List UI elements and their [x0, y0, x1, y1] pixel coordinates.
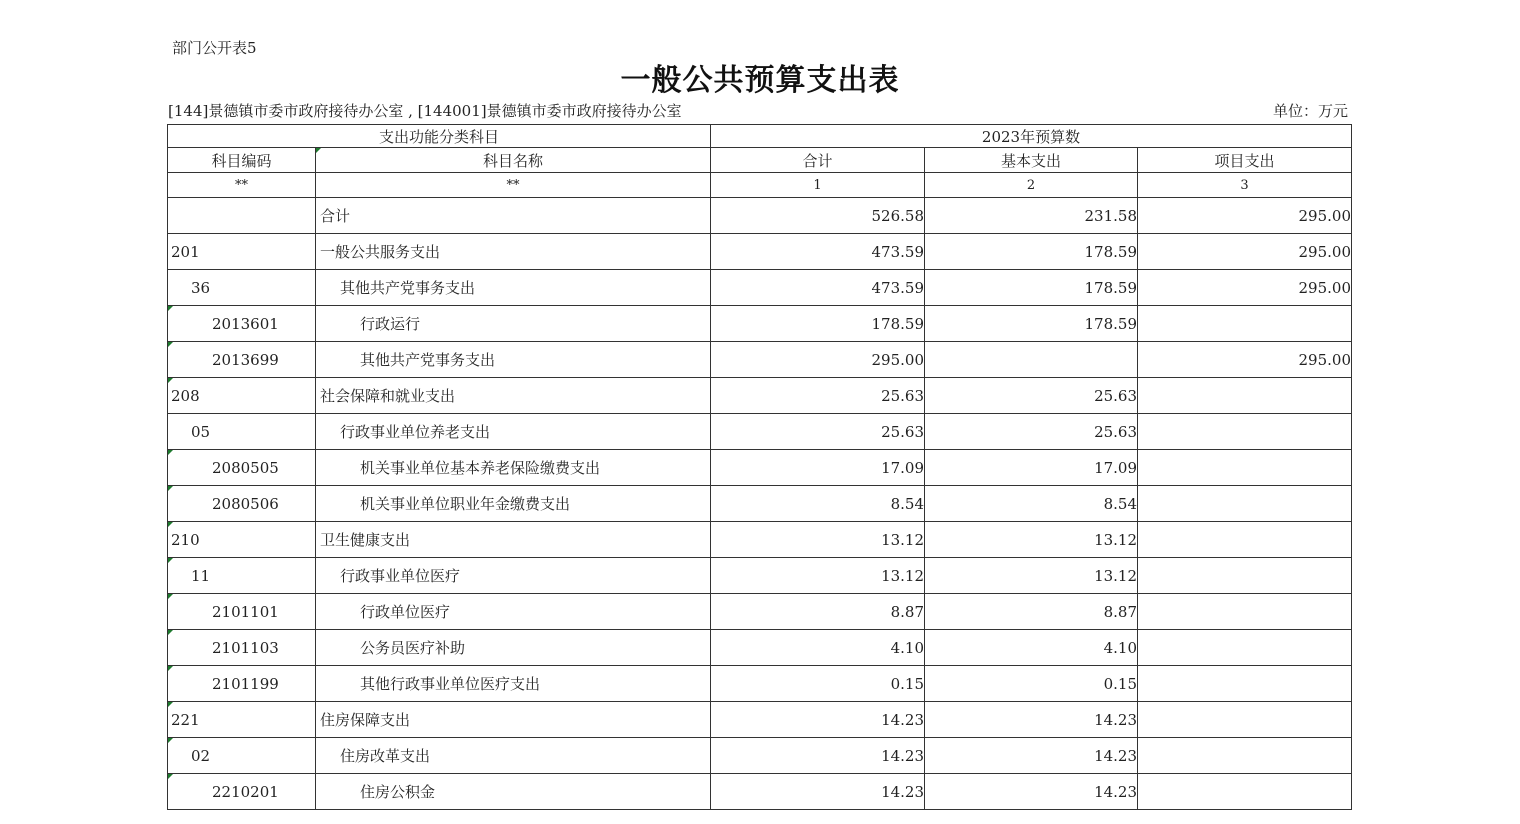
table-row — [168, 774, 1352, 810]
row-basic: 25.63 — [925, 414, 1138, 450]
row-basic: 8.54 — [925, 486, 1138, 522]
row-name: 一般公共服务支出 — [316, 234, 711, 270]
header-code: 科目编码 — [168, 148, 316, 173]
header-function-group: 支出功能分类科目 — [168, 125, 711, 148]
row-code: 2101199 — [168, 666, 316, 702]
row-total: 14.23 — [711, 738, 925, 774]
row-code: 2013601 — [168, 306, 316, 342]
row-project — [1138, 486, 1352, 522]
row-total: 526.58 — [711, 198, 925, 234]
row-project — [1138, 594, 1352, 630]
table-row — [168, 738, 1352, 774]
row-name: 其他共产党事务支出 — [316, 342, 711, 378]
row-basic: 8.87 — [925, 594, 1138, 630]
row-basic: 4.10 — [925, 630, 1138, 666]
row-basic: 25.63 — [925, 378, 1138, 414]
row-project — [1138, 378, 1352, 414]
row-basic: 14.23 — [925, 702, 1138, 738]
row-basic: 13.12 — [925, 522, 1138, 558]
header-budget-group: 2023年预算数 — [711, 125, 1352, 148]
row-total: 14.23 — [711, 774, 925, 810]
table-row — [168, 450, 1352, 486]
row-total: 25.63 — [711, 414, 925, 450]
row-total: 473.59 — [711, 270, 925, 306]
row-basic: 17.09 — [925, 450, 1138, 486]
row-total: 13.12 — [711, 522, 925, 558]
row-name: 卫生健康支出 — [316, 522, 711, 558]
table-row — [168, 270, 1352, 306]
row-project — [1138, 522, 1352, 558]
table-row — [168, 522, 1352, 558]
row-code: 2210201 — [168, 774, 316, 810]
header-total: 合计 — [711, 148, 925, 173]
row-project — [1138, 450, 1352, 486]
row-code: 2101101 — [168, 594, 316, 630]
row-basic: 178.59 — [925, 306, 1138, 342]
row-basic: 231.58 — [925, 198, 1138, 234]
row-name: 行政事业单位养老支出 — [316, 414, 711, 450]
row-code: 210 — [168, 522, 316, 558]
table-row — [168, 486, 1352, 522]
row-name: 合计 — [316, 198, 711, 234]
header-project: 项目支出 — [1138, 148, 1352, 173]
header-index-row — [168, 173, 1352, 198]
row-basic — [925, 342, 1138, 378]
row-code: 201 — [168, 234, 316, 270]
row-basic: 14.23 — [925, 738, 1138, 774]
row-name: 公务员医疗补助 — [316, 630, 711, 666]
row-basic: 0.15 — [925, 666, 1138, 702]
row-project — [1138, 630, 1352, 666]
index-total: 1 — [711, 173, 925, 198]
row-total: 4.10 — [711, 630, 925, 666]
table-row — [168, 306, 1352, 342]
row-project: 295.00 — [1138, 198, 1352, 234]
row-name: 住房公积金 — [316, 774, 711, 810]
budget-table — [167, 124, 1352, 810]
row-basic: 14.23 — [925, 774, 1138, 810]
row-code: 221 — [168, 702, 316, 738]
page-label: 部门公开表5 — [172, 39, 257, 57]
table-row — [168, 594, 1352, 630]
row-project — [1138, 414, 1352, 450]
row-total: 17.09 — [711, 450, 925, 486]
row-project: 295.00 — [1138, 342, 1352, 378]
row-project: 295.00 — [1138, 234, 1352, 270]
table-row — [168, 414, 1352, 450]
index-code: ** — [168, 173, 316, 198]
row-code: 11 — [168, 558, 316, 594]
row-name: 住房改革支出 — [316, 738, 711, 774]
row-project — [1138, 738, 1352, 774]
row-project: 295.00 — [1138, 270, 1352, 306]
header-basic: 基本支出 — [925, 148, 1138, 173]
row-total: 25.63 — [711, 378, 925, 414]
row-total: 178.59 — [711, 306, 925, 342]
row-code: 36 — [168, 270, 316, 306]
table-row — [168, 666, 1352, 702]
row-code: 2101103 — [168, 630, 316, 666]
row-total: 14.23 — [711, 702, 925, 738]
row-total: 13.12 — [711, 558, 925, 594]
row-total: 473.59 — [711, 234, 925, 270]
row-project — [1138, 558, 1352, 594]
row-basic: 13.12 — [925, 558, 1138, 594]
row-project — [1138, 306, 1352, 342]
row-project — [1138, 702, 1352, 738]
table-row — [168, 234, 1352, 270]
row-name: 机关事业单位基本养老保险缴费支出 — [316, 450, 711, 486]
index-name: ** — [316, 173, 711, 198]
row-name: 行政事业单位医疗 — [316, 558, 711, 594]
row-total: 8.87 — [711, 594, 925, 630]
row-name: 社会保障和就业支出 — [316, 378, 711, 414]
row-basic: 178.59 — [925, 234, 1138, 270]
index-project: 3 — [1138, 173, 1352, 198]
row-code: 02 — [168, 738, 316, 774]
table-row — [168, 558, 1352, 594]
header-column-row — [168, 148, 1352, 173]
row-total: 295.00 — [711, 342, 925, 378]
header-name: 科目名称 — [316, 148, 711, 173]
row-code: 208 — [168, 378, 316, 414]
header-group-row — [168, 125, 1352, 148]
row-name: 行政运行 — [316, 306, 711, 342]
row-basic: 178.59 — [925, 270, 1138, 306]
row-project — [1138, 774, 1352, 810]
row-name: 其他共产党事务支出 — [316, 270, 711, 306]
row-total: 0.15 — [711, 666, 925, 702]
row-name: 住房保障支出 — [316, 702, 711, 738]
page-title: 一般公共预算支出表 — [620, 63, 900, 98]
row-code: 2080506 — [168, 486, 316, 522]
unit-label: 单位：万元 — [1272, 102, 1348, 120]
department-info: [144]景德镇市委市政府接待办公室 , [144001]景德镇市委市政府接待办公室 — [168, 102, 682, 120]
index-basic: 2 — [925, 173, 1138, 198]
table-row — [168, 702, 1352, 738]
row-total: 8.54 — [711, 486, 925, 522]
row-name: 其他行政事业单位医疗支出 — [316, 666, 711, 702]
row-project — [1138, 666, 1352, 702]
row-code: 2080505 — [168, 450, 316, 486]
table-row — [168, 378, 1352, 414]
row-name: 机关事业单位职业年金缴费支出 — [316, 486, 711, 522]
row-code — [168, 198, 316, 234]
row-code: 2013699 — [168, 342, 316, 378]
row-code: 05 — [168, 414, 316, 450]
row-name: 行政单位医疗 — [316, 594, 711, 630]
table-row-total — [168, 198, 1352, 234]
table-row — [168, 342, 1352, 378]
table-row — [168, 630, 1352, 666]
